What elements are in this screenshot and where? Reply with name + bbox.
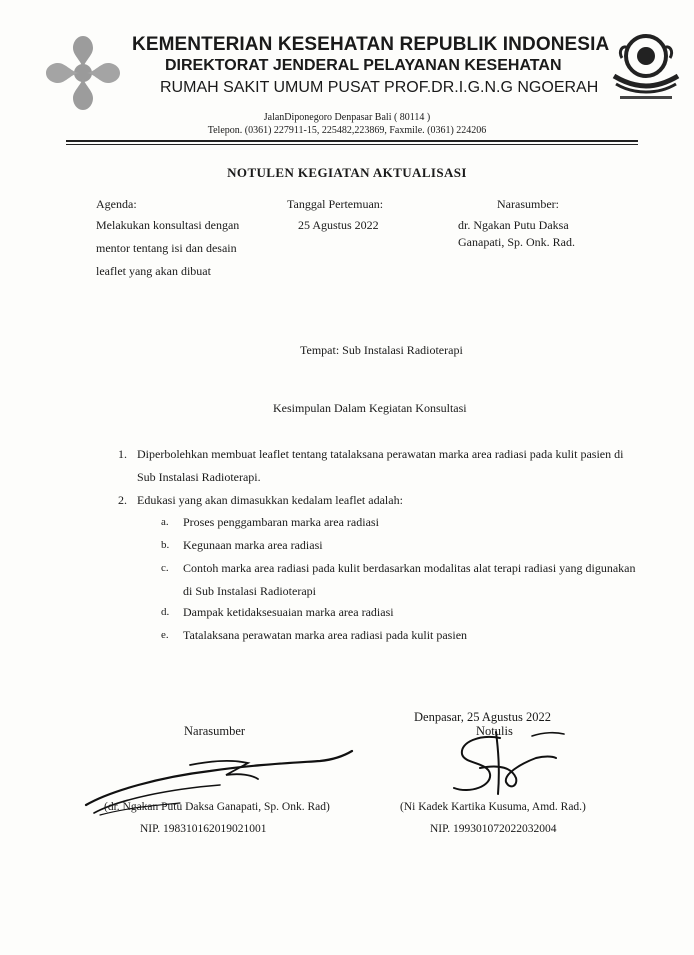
agenda-line: leaflet yang akan dibuat bbox=[96, 264, 211, 278]
hospital-logo bbox=[606, 26, 686, 106]
date-value: 25 Agustus 2022 bbox=[298, 218, 379, 232]
sub-letter: e. bbox=[161, 629, 169, 641]
agenda-text bbox=[96, 214, 239, 283]
list-number: 2. bbox=[118, 493, 127, 507]
agenda-line: Melakukan konsultasi dengan bbox=[96, 218, 240, 232]
sub-letter: b. bbox=[161, 539, 170, 551]
sub-item-line: di Sub Instalasi Radioterapi bbox=[183, 584, 316, 598]
directorate-name: DIREKTORAT JENDERAL PELAYANAN KESEHATAN bbox=[165, 57, 562, 74]
signing-place-date: Denpasar, 25 Agustus 2022 bbox=[414, 710, 551, 724]
agenda-label: Agenda: bbox=[96, 197, 137, 211]
agenda-line: mentor tentang isi dan desain bbox=[96, 241, 237, 255]
speaker-label: Narasumber: bbox=[497, 197, 559, 211]
list-item bbox=[137, 443, 623, 489]
sub-item-line: Contoh marka area radiasi pada kulit berdasarkan modalitas alat terapi radiasi yang digunakan bbox=[183, 561, 636, 575]
hospital-name: RUMAH SAKIT UMUM PUSAT PROF.DR.I.G.N.G NGOERAH bbox=[160, 79, 599, 96]
speaker-line: dr. Ngakan Putu Daksa bbox=[458, 218, 569, 232]
contact-line: Telepon. (0361) 227911-15, 225482,223869, Faxmile. (0361) 224206 bbox=[207, 125, 487, 136]
sub-letter: c. bbox=[161, 562, 169, 574]
speaker-line: Ganapati, Sp. Onk. Rad. bbox=[458, 235, 575, 249]
right-signer-nip: NIP. 199301072022032004 bbox=[430, 823, 557, 835]
sub-item: Kegunaan marka area radiasi bbox=[183, 538, 323, 552]
left-signer-role: Narasumber bbox=[184, 724, 246, 738]
header-rule bbox=[66, 140, 638, 142]
document-title: NOTULEN KEGIATAN AKTUALISASI bbox=[227, 165, 467, 180]
list-number: 1. bbox=[118, 447, 127, 461]
left-signer-name: (dr. Ngakan Putu Daksa Ganapati, Sp. Onk. Rad) bbox=[104, 801, 330, 813]
sub-item bbox=[183, 557, 636, 603]
list-item-line: Diperbolehkan membuat leaflet tentang tatalaksana perawatan marka area radiasi pada kulit pasien di bbox=[137, 447, 624, 461]
date-label: Tanggal Pertemuan: bbox=[287, 197, 384, 211]
speaker-text bbox=[458, 217, 575, 251]
sub-letter: a. bbox=[161, 516, 169, 528]
left-signer-nip: NIP. 198310162019021001 bbox=[140, 823, 267, 835]
right-signature bbox=[440, 728, 580, 808]
conclusion-heading: Kesimpulan Dalam Kegiatan Konsultasi bbox=[273, 401, 467, 415]
meeting-place: Tempat: Sub Instalasi Radioterapi bbox=[300, 343, 463, 357]
right-signer-name: (Ni Kadek Kartika Kusuma, Amd. Rad.) bbox=[400, 801, 586, 813]
sub-item: Proses penggambaran marka area radiasi bbox=[183, 515, 379, 529]
sub-letter: d. bbox=[161, 606, 170, 618]
sub-item: Tatalaksana perawatan marka area radiasi pada kulit pasien bbox=[183, 628, 468, 642]
list-item: Edukasi yang akan dimasukkan kedalam leaflet adalah: bbox=[137, 493, 403, 507]
address-line: JalanDiponegoro Denpasar Bali ( 80114 ) bbox=[263, 112, 431, 123]
header-rule-thin bbox=[66, 144, 638, 145]
list-item-line: Sub Instalasi Radioterapi. bbox=[137, 470, 261, 484]
ministry-of-health-logo bbox=[38, 28, 128, 118]
right-signer-role: Notulis bbox=[476, 724, 513, 738]
ministry-name: KEMENTERIAN KESEHATAN REPUBLIK INDONESIA bbox=[132, 34, 610, 55]
sub-item: Dampak ketidaksesuaian marka area radiasi bbox=[183, 605, 394, 619]
